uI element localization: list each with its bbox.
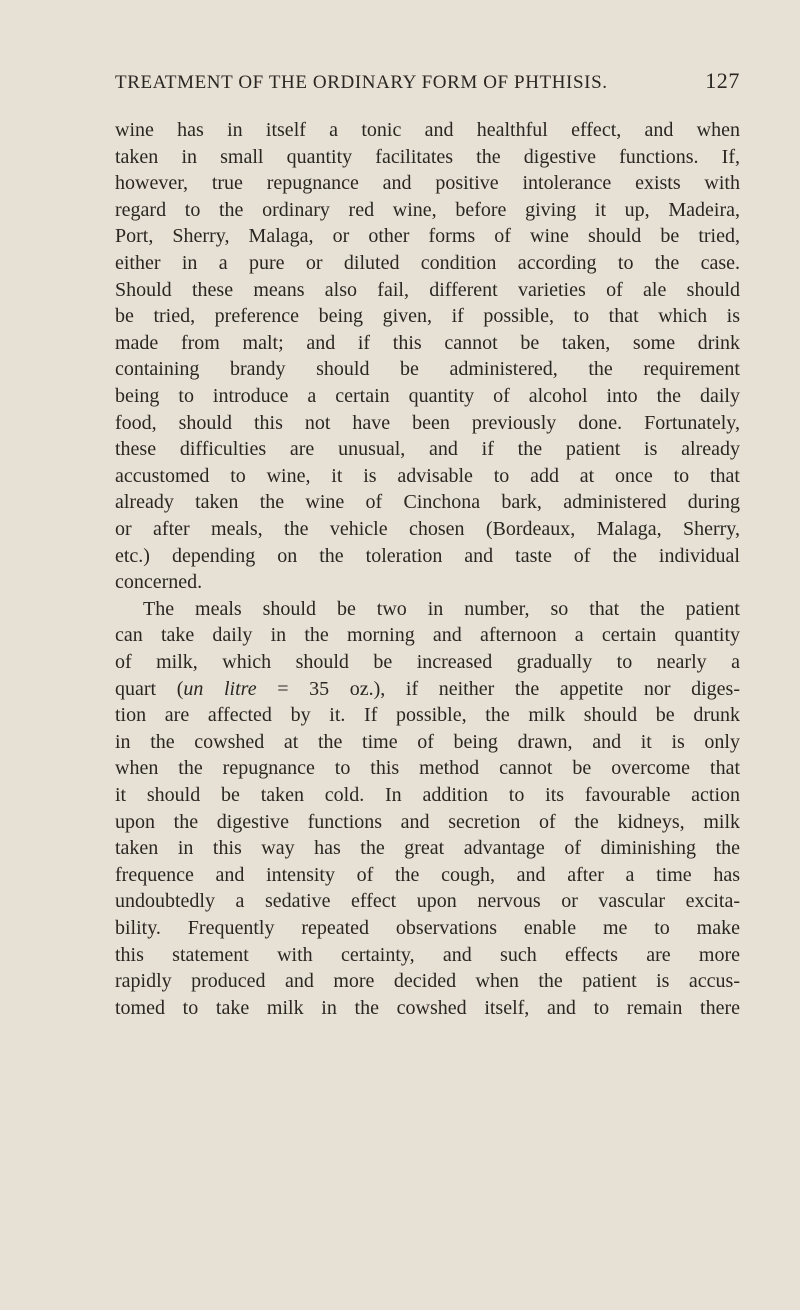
text-line: concerned. (115, 571, 203, 594)
text-line: taken in this way has the great advantage of diminishing the (115, 837, 740, 860)
italic-phrase: un litre (183, 677, 257, 700)
text-line: Should these means also fail, different varieties of ale should (115, 278, 740, 301)
text-line: or after meals, the vehicle chosen (Bordeaux, Malaga, Sherry, (115, 518, 740, 540)
text-line: containing brandy should be administered, the requirement (115, 358, 740, 381)
text-line: it should be taken cold. In addition to its favourable action (115, 784, 740, 806)
text-line: already taken the wine of Cinchona bark, administered during (115, 491, 740, 514)
running-head-title: TREATMENT OF THE ORDINARY FORM OF PHTHISIS. (115, 72, 608, 93)
text-line: taken in small quantity facilitates the digestive functions. If, (115, 145, 740, 168)
text-line: The meals should be two in number, so that the patient (143, 597, 740, 620)
page-number: 127 (705, 68, 740, 93)
text-line: rapidly produced and more decided when the patient is accus- (115, 970, 740, 993)
text-line: being to introduce a certain quantity of alcohol into the daily (115, 385, 740, 407)
text-line: regard to the ordinary red wine, before giving it up, Madeira, (115, 198, 740, 221)
text-line: accustomed to wine, it is advisable to add at once to that (115, 464, 740, 487)
text-line: tion are affected by it. If possible, the milk should be drunk (115, 704, 740, 727)
text-line: these difficulties are unusual, and if the patient is already (115, 438, 740, 461)
text-line: of milk, which should be increased gradually to nearly a (115, 651, 740, 673)
text-line: frequence and intensity of the cough, and after a time has (115, 863, 740, 886)
text-line: etc.) depending on the toleration and taste of the individual (115, 544, 740, 567)
text-line: be tried, preference being given, if possible, to that which is (115, 305, 740, 328)
text-line: in the cowshed at the time of being drawn, and it is only (115, 730, 740, 753)
text-line: either in a pure or diluted condition according to the case. (115, 252, 740, 274)
text-line: however, true repugnance and positive intolerance exists with (115, 172, 740, 195)
text-line: can take daily in the morning and afternoon a certain quantity (115, 624, 740, 647)
text-line: made from malt; and if this cannot be taken, some drink (115, 331, 740, 354)
text-line: bility. Frequently repeated observations enable me to make (115, 917, 740, 939)
text-line: undoubtedly a sedative effect upon nervous or vascular excita- (115, 890, 740, 913)
text-line: when the repugnance to this method cannot be overcome that (115, 757, 740, 780)
text-line: this statement with certainty, and such effects are more (115, 943, 740, 966)
text-line: tomed to take milk in the cowshed itself, and to remain there (115, 996, 740, 1019)
text-line: food, should this not have been previously done. Fortunately, (115, 411, 740, 434)
text-line: upon the digestive functions and secretion of the kidneys, milk (115, 810, 740, 833)
running-head (115, 68, 740, 98)
text-line: wine has in itself a tonic and healthful effect, and when (115, 119, 740, 141)
text-line: Port, Sherry, Malaga, or other forms of wine should be tried, (115, 225, 740, 248)
text-line: quart (un litre = 35 oz.), if neither the appetite nor diges- (115, 677, 740, 700)
